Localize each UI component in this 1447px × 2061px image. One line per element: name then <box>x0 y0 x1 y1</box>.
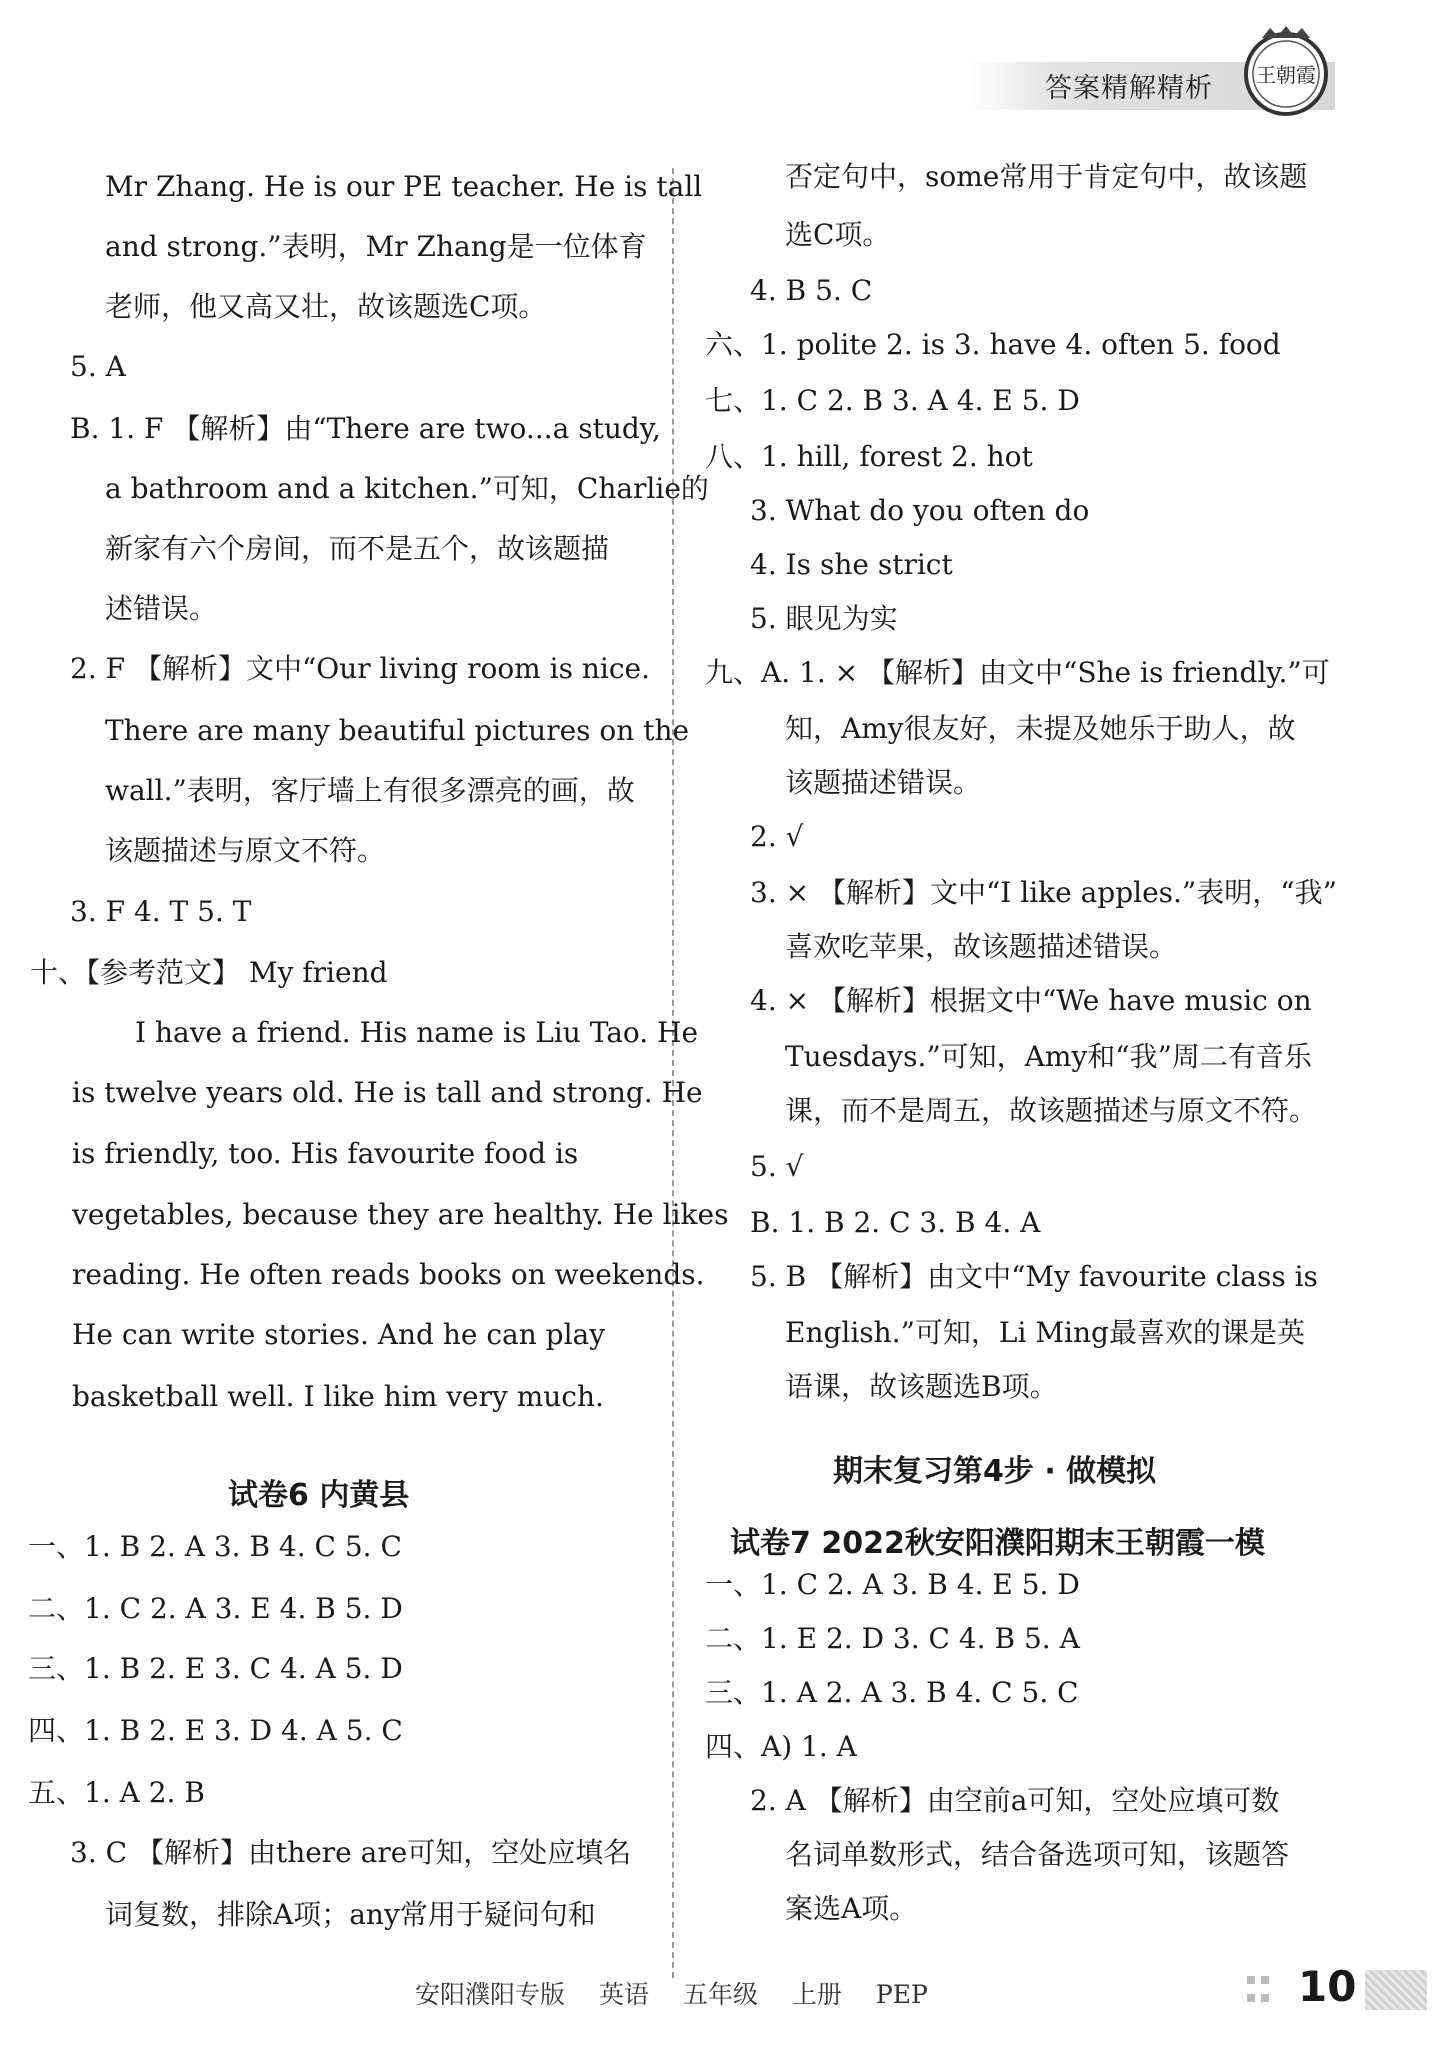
right-text-line: 名词单数形式，结合备选项可知，该题答 <box>785 1838 1290 1871</box>
right-text-line: 课，而不是周五，故该题描述与原文不符。 <box>785 1094 1318 1127</box>
right-text-line: 七、1. C 2. B 3. A 4. E 5. D <box>705 384 1080 417</box>
left-text-line: 一、1. B 2. A 3. B 4. C 5. C <box>28 1530 402 1563</box>
footer-volume: 上册 <box>791 1980 842 2009</box>
left-text-line: 老师，他又高又壮，故该题选C项。 <box>105 290 547 323</box>
svg-text:王朝霞: 王朝霞 <box>1256 63 1316 87</box>
left-text-line: 五、1. A 2. B <box>28 1776 205 1809</box>
left-text-line: I have a friend. His name is Liu Tao. He <box>135 1016 699 1049</box>
left-text-line: 四、1. B 2. E 3. D 4. A 5. C <box>28 1714 403 1747</box>
left-text-line: is twelve years old. He is tall and strong. He <box>72 1076 703 1109</box>
right-text-line: 4. × 【解析】根据文中“We have music on <box>750 984 1312 1017</box>
right-text-line: 2. √ <box>750 820 804 853</box>
left-text-line: wall.”表明，客厅墙上有很多漂亮的画，故 <box>105 774 635 807</box>
left-text-line: is friendly, too. His favourite food is <box>72 1137 579 1170</box>
left-text-line: There are many beautiful pictures on the <box>105 714 690 747</box>
right-text-line: 4. B 5. C <box>750 274 873 307</box>
left-text-line: a bathroom and a kitchen.”可知，Charlie的 <box>105 472 709 505</box>
footer-version: PEP <box>875 1980 928 2009</box>
right-text-line: 三、1. A 2. A 3. B 4. C 5. C <box>705 1676 1079 1709</box>
right-text-line: Tuesdays.”可知，Amy和“我”周二有音乐 <box>785 1040 1312 1073</box>
left-text-line: Mr Zhang. He is our PE teacher. He is tall <box>105 170 703 203</box>
left-text-line: B. 1. F 【解析】由“There are two...a study, <box>70 412 661 445</box>
footer-subject: 英语 <box>598 1980 649 2009</box>
left-text-line: basketball well. I like him very much. <box>72 1380 604 1413</box>
right-text-line: 喜欢吃苹果，故该题描述错误。 <box>785 930 1178 963</box>
right-section-heading: 期末复习第4步 · 做模拟 <box>833 1454 1157 1489</box>
right-text-line: 四、A) 1. A <box>705 1730 857 1763</box>
right-text-line: 选C项。 <box>785 218 891 251</box>
left-section-heading: 试卷6 内黄县 <box>228 1478 410 1513</box>
left-text-line: and strong.”表明，Mr Zhang是一位体育 <box>105 230 647 263</box>
footer-decoration-icon <box>1245 1972 1285 2008</box>
left-text-line: 三、1. B 2. E 3. C 4. A 5. D <box>28 1652 403 1685</box>
left-text-line: 3. C 【解析】由there are可知，空处应填名 <box>70 1836 632 1869</box>
right-text-line: 知，Amy很友好，未提及她乐于助人，故 <box>785 712 1296 745</box>
right-text-line: 案选A项。 <box>785 1892 918 1925</box>
right-text-line: 5. B 【解析】由文中“My favourite class is <box>750 1260 1318 1293</box>
right-text-line: English.”可知，Li Ming最喜欢的课是英 <box>785 1316 1305 1349</box>
left-text-line: 5. A <box>70 350 126 383</box>
right-section-heading: 试卷7 2022秋安阳濮阳期末王朝霞一模 <box>730 1526 1265 1561</box>
right-text-line: 3. What do you often do <box>750 494 1090 527</box>
left-text-line: 该题描述与原文不符。 <box>105 834 386 867</box>
footer-edition: 安阳濮阳专版 <box>415 1980 566 2009</box>
right-text-line: 语课，故该题选B项。 <box>785 1370 1058 1403</box>
right-text-line: 5. 眼见为实 <box>750 602 898 635</box>
right-text-line: 2. A 【解析】由空前a可知，空处应填可数 <box>750 1784 1280 1817</box>
left-text-line: 2. F 【解析】文中“Our living room is nice. <box>70 652 650 685</box>
footer-bar <box>1365 1970 1427 2010</box>
left-text-line: 新家有六个房间，而不是五个，故该题描 <box>105 532 610 565</box>
right-text-line: 否定句中，some常用于肯定句中，故该题 <box>785 160 1308 193</box>
right-text-line: 5. √ <box>750 1150 804 1183</box>
right-text-line: B. 1. B 2. C 3. B 4. A <box>750 1206 1041 1239</box>
left-text-line: 二、1. C 2. A 3. E 4. B 5. D <box>28 1592 403 1625</box>
left-text-line: reading. He often reads books on weekends. <box>72 1258 705 1291</box>
right-text-line: 二、1. E 2. D 3. C 4. B 5. A <box>705 1622 1080 1655</box>
right-text-line: 八、1. hill, forest 2. hot <box>705 440 1033 473</box>
left-text-line: vegetables, because they are healthy. He likes <box>72 1198 729 1231</box>
publisher-seal-icon <box>1240 22 1332 122</box>
right-text-line: 4. Is she strict <box>750 548 953 581</box>
left-text-line: 述错误。 <box>105 592 218 625</box>
right-text-line: 一、1. C 2. A 3. B 4. E 5. D <box>705 1568 1080 1601</box>
footer-info <box>415 1975 954 2011</box>
footer-grade: 五年级 <box>682 1980 758 2009</box>
page-number: 10 <box>1298 1962 1357 2011</box>
left-text-line: 3. F 4. T 5. T <box>70 895 252 928</box>
left-text-line: 词复数，排除A项；any常用于疑问句和 <box>105 1898 596 1931</box>
left-text-line: 十、【参考范文】 My friend <box>30 956 388 989</box>
right-text-line: 六、1. polite 2. is 3. have 4. often 5. food <box>705 328 1281 361</box>
right-text-line: 3. × 【解析】文中“I like apples.”表明，“我” <box>750 876 1337 909</box>
column-divider <box>672 168 674 1978</box>
header-title: 答案精解精析 <box>1045 73 1213 104</box>
left-text-line: He can write stories. And he can play <box>72 1318 606 1351</box>
right-text-line: 九、A. 1. × 【解析】由文中“She is friendly.”可 <box>705 656 1330 689</box>
right-text-line: 该题描述错误。 <box>785 766 982 799</box>
